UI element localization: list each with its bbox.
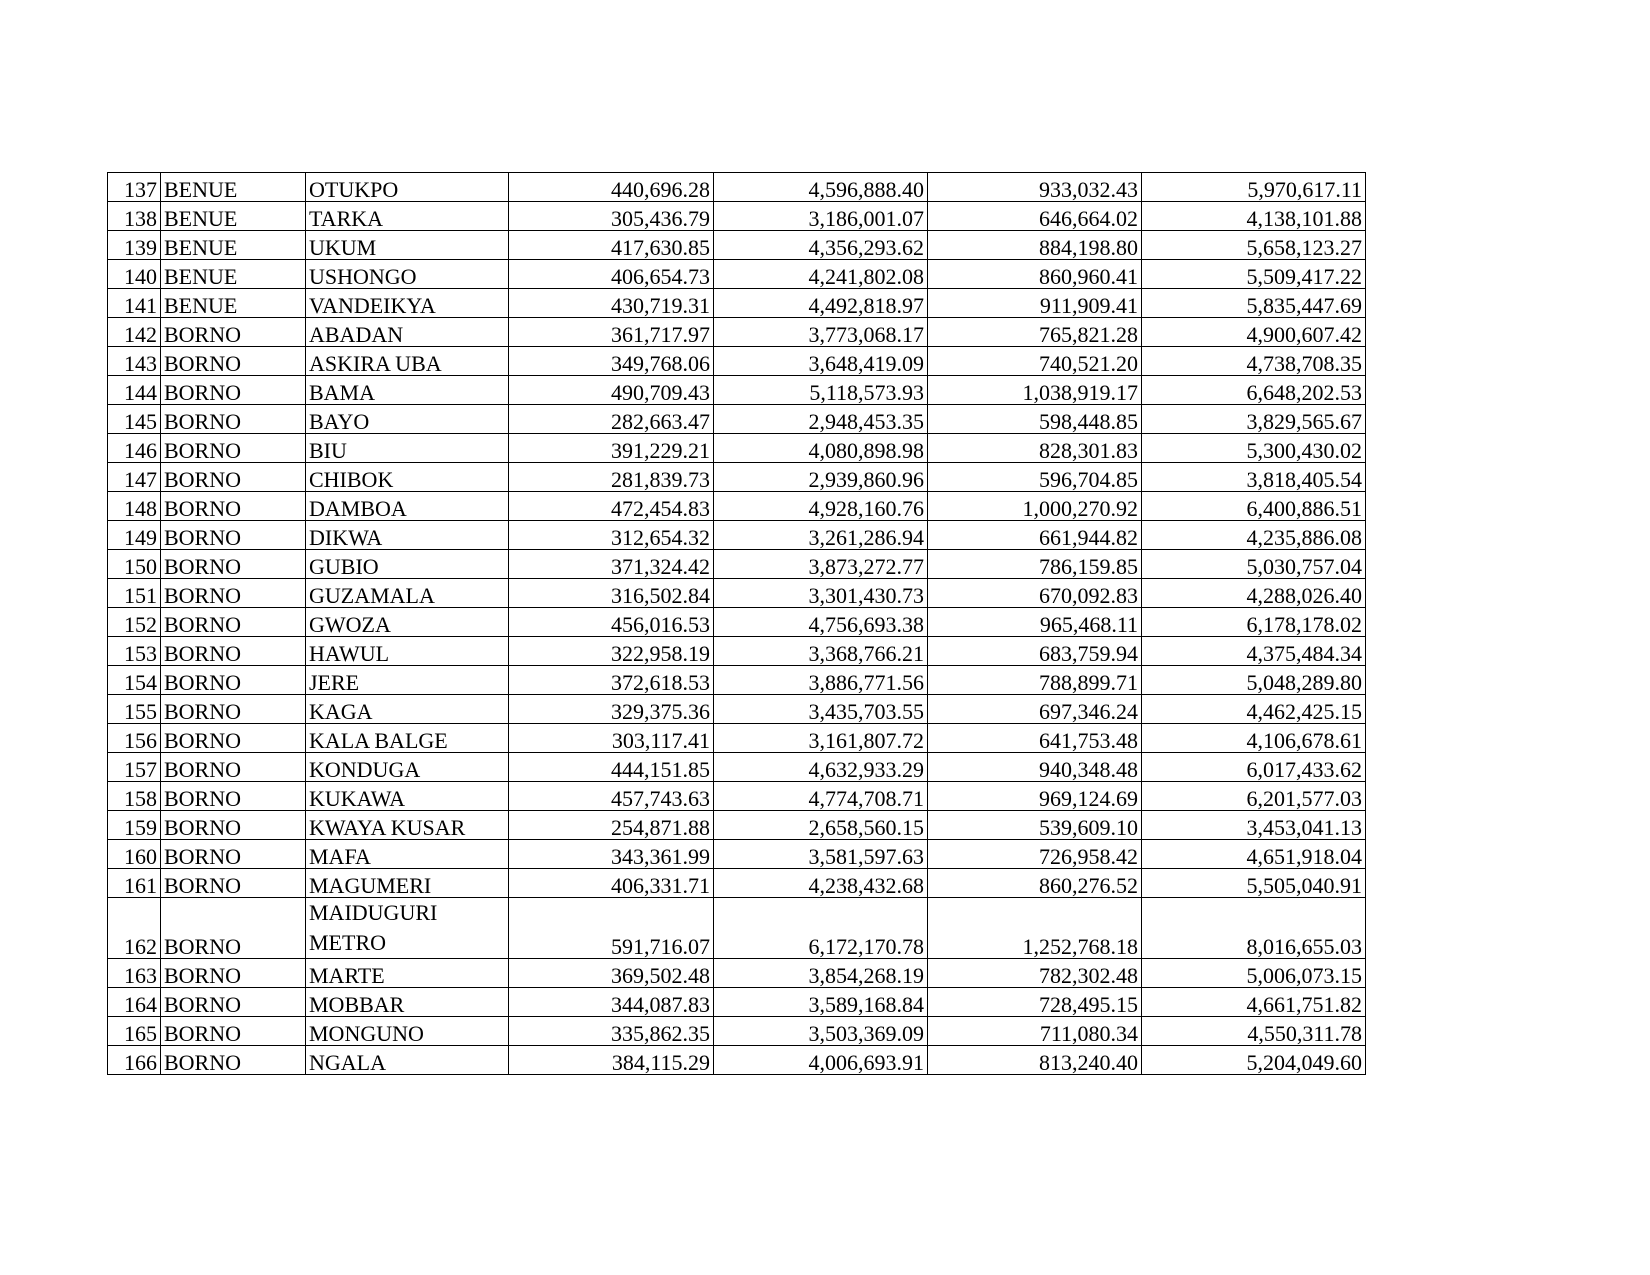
value-1-cell: 303,117.41	[509, 724, 714, 753]
total-cell: 5,204,049.60	[1142, 1046, 1366, 1075]
value-2-cell: 5,118,573.93	[714, 376, 928, 405]
serial-number-cell: 161	[108, 869, 161, 898]
value-1-cell: 391,229.21	[509, 434, 714, 463]
lga-cell: TARKA	[306, 202, 509, 231]
total-cell: 4,235,886.08	[1142, 521, 1366, 550]
value-2-cell: 4,774,708.71	[714, 782, 928, 811]
state-cell: BENUE	[161, 173, 306, 202]
total-cell: 5,658,123.27	[1142, 231, 1366, 260]
table-row	[108, 405, 1366, 434]
total-cell: 5,048,289.80	[1142, 666, 1366, 695]
value-1-cell: 384,115.29	[509, 1046, 714, 1075]
value-1-cell: 349,768.06	[509, 347, 714, 376]
state-cell: BORNO	[161, 724, 306, 753]
lga-cell: BAMA	[306, 376, 509, 405]
serial-number-cell: 139	[108, 231, 161, 260]
value-1-cell: 281,839.73	[509, 463, 714, 492]
table-row	[108, 347, 1366, 376]
total-cell: 3,453,041.13	[1142, 811, 1366, 840]
value-1-cell: 254,871.88	[509, 811, 714, 840]
table-row	[108, 318, 1366, 347]
state-cell: BORNO	[161, 434, 306, 463]
value-3-cell: 933,032.43	[928, 173, 1142, 202]
table-row	[108, 753, 1366, 782]
value-2-cell: 4,080,898.98	[714, 434, 928, 463]
state-cell: BORNO	[161, 811, 306, 840]
value-2-cell: 3,435,703.55	[714, 695, 928, 724]
table-row	[108, 492, 1366, 521]
value-1-cell: 406,331.71	[509, 869, 714, 898]
state-cell: BORNO	[161, 1017, 306, 1046]
total-cell: 5,300,430.02	[1142, 434, 1366, 463]
total-cell: 5,505,040.91	[1142, 869, 1366, 898]
value-2-cell: 4,596,888.40	[714, 173, 928, 202]
table-row	[108, 695, 1366, 724]
table-row	[108, 637, 1366, 666]
total-cell: 4,550,311.78	[1142, 1017, 1366, 1046]
total-cell: 4,900,607.42	[1142, 318, 1366, 347]
value-3-cell: 539,609.10	[928, 811, 1142, 840]
value-3-cell: 969,124.69	[928, 782, 1142, 811]
value-2-cell: 3,854,268.19	[714, 959, 928, 988]
value-3-cell: 813,240.40	[928, 1046, 1142, 1075]
value-2-cell: 3,503,369.09	[714, 1017, 928, 1046]
serial-number-cell: 141	[108, 289, 161, 318]
state-cell: BORNO	[161, 521, 306, 550]
value-2-cell: 3,873,272.77	[714, 550, 928, 579]
value-3-cell: 683,759.94	[928, 637, 1142, 666]
state-cell: BORNO	[161, 347, 306, 376]
lga-cell: BIU	[306, 434, 509, 463]
value-1-cell: 282,663.47	[509, 405, 714, 434]
total-cell: 3,829,565.67	[1142, 405, 1366, 434]
value-2-cell: 4,241,802.08	[714, 260, 928, 289]
table-row	[108, 173, 1366, 202]
state-cell: BORNO	[161, 695, 306, 724]
value-2-cell: 3,589,168.84	[714, 988, 928, 1017]
total-cell: 5,509,417.22	[1142, 260, 1366, 289]
state-cell: BENUE	[161, 260, 306, 289]
serial-number-cell: 153	[108, 637, 161, 666]
table-row	[108, 898, 1366, 959]
value-1-cell: 369,502.48	[509, 959, 714, 988]
serial-number-cell: 138	[108, 202, 161, 231]
lga-cell: GUBIO	[306, 550, 509, 579]
state-cell: BORNO	[161, 550, 306, 579]
allocation-table	[107, 172, 1366, 1075]
table-row	[108, 550, 1366, 579]
lga-cell: MARTE	[306, 959, 509, 988]
total-cell: 6,400,886.51	[1142, 492, 1366, 521]
serial-number-cell: 156	[108, 724, 161, 753]
table-row	[108, 521, 1366, 550]
value-2-cell: 3,368,766.21	[714, 637, 928, 666]
table-row	[108, 666, 1366, 695]
lga-cell: BAYO	[306, 405, 509, 434]
total-cell: 8,016,655.03	[1142, 898, 1366, 959]
value-1-cell: 322,958.19	[509, 637, 714, 666]
value-3-cell: 1,038,919.17	[928, 376, 1142, 405]
state-cell: BORNO	[161, 579, 306, 608]
value-1-cell: 372,618.53	[509, 666, 714, 695]
lga-cell: KWAYA KUSAR	[306, 811, 509, 840]
value-2-cell: 3,261,286.94	[714, 521, 928, 550]
value-3-cell: 911,909.41	[928, 289, 1142, 318]
serial-number-cell: 140	[108, 260, 161, 289]
lga-cell: VANDEIKYA	[306, 289, 509, 318]
table-row	[108, 376, 1366, 405]
value-2-cell: 4,238,432.68	[714, 869, 928, 898]
value-1-cell: 371,324.42	[509, 550, 714, 579]
value-3-cell: 828,301.83	[928, 434, 1142, 463]
lga-cell: HAWUL	[306, 637, 509, 666]
serial-number-cell: 166	[108, 1046, 161, 1075]
total-cell: 5,030,757.04	[1142, 550, 1366, 579]
value-2-cell: 3,186,001.07	[714, 202, 928, 231]
lga-cell: UKUM	[306, 231, 509, 260]
value-3-cell: 641,753.48	[928, 724, 1142, 753]
state-cell: BORNO	[161, 463, 306, 492]
value-3-cell: 697,346.24	[928, 695, 1142, 724]
serial-number-cell: 157	[108, 753, 161, 782]
table-row	[108, 608, 1366, 637]
total-cell: 5,970,617.11	[1142, 173, 1366, 202]
serial-number-cell: 142	[108, 318, 161, 347]
state-cell: BENUE	[161, 289, 306, 318]
state-cell: BORNO	[161, 1046, 306, 1075]
table-row	[108, 260, 1366, 289]
total-cell: 6,017,433.62	[1142, 753, 1366, 782]
total-cell: 3,818,405.54	[1142, 463, 1366, 492]
value-2-cell: 3,301,430.73	[714, 579, 928, 608]
table-row	[108, 988, 1366, 1017]
total-cell: 6,648,202.53	[1142, 376, 1366, 405]
state-cell: BORNO	[161, 637, 306, 666]
value-3-cell: 860,276.52	[928, 869, 1142, 898]
serial-number-cell: 160	[108, 840, 161, 869]
table-row	[108, 840, 1366, 869]
serial-number-cell: 158	[108, 782, 161, 811]
total-cell: 4,288,026.40	[1142, 579, 1366, 608]
total-cell: 6,201,577.03	[1142, 782, 1366, 811]
serial-number-cell: 146	[108, 434, 161, 463]
value-3-cell: 646,664.02	[928, 202, 1142, 231]
value-2-cell: 4,492,818.97	[714, 289, 928, 318]
table-row	[108, 811, 1366, 840]
value-2-cell: 6,172,170.78	[714, 898, 928, 959]
value-2-cell: 4,006,693.91	[714, 1046, 928, 1075]
state-cell: BORNO	[161, 898, 306, 959]
value-1-cell: 312,654.32	[509, 521, 714, 550]
value-3-cell: 860,960.41	[928, 260, 1142, 289]
state-cell: BORNO	[161, 608, 306, 637]
table-row	[108, 1017, 1366, 1046]
value-3-cell: 670,092.83	[928, 579, 1142, 608]
lga-cell: KONDUGA	[306, 753, 509, 782]
table-row	[108, 289, 1366, 318]
value-2-cell: 3,581,597.63	[714, 840, 928, 869]
total-cell: 4,651,918.04	[1142, 840, 1366, 869]
serial-number-cell: 164	[108, 988, 161, 1017]
value-1-cell: 444,151.85	[509, 753, 714, 782]
value-3-cell: 782,302.48	[928, 959, 1142, 988]
lga-cell: OTUKPO	[306, 173, 509, 202]
value-2-cell: 4,356,293.62	[714, 231, 928, 260]
value-1-cell: 316,502.84	[509, 579, 714, 608]
value-1-cell: 361,717.97	[509, 318, 714, 347]
value-2-cell: 4,632,933.29	[714, 753, 928, 782]
value-3-cell: 940,348.48	[928, 753, 1142, 782]
table-row	[108, 1046, 1366, 1075]
lga-cell: JERE	[306, 666, 509, 695]
total-cell: 4,375,484.34	[1142, 637, 1366, 666]
value-1-cell: 440,696.28	[509, 173, 714, 202]
value-2-cell: 3,161,807.72	[714, 724, 928, 753]
serial-number-cell: 143	[108, 347, 161, 376]
total-cell: 5,835,447.69	[1142, 289, 1366, 318]
state-cell: BORNO	[161, 376, 306, 405]
value-3-cell: 598,448.85	[928, 405, 1142, 434]
total-cell: 5,006,073.15	[1142, 959, 1366, 988]
table-row	[108, 959, 1366, 988]
state-cell: BORNO	[161, 318, 306, 347]
table-row	[108, 434, 1366, 463]
state-cell: BORNO	[161, 988, 306, 1017]
serial-number-cell: 155	[108, 695, 161, 724]
value-3-cell: 726,958.42	[928, 840, 1142, 869]
serial-number-cell: 150	[108, 550, 161, 579]
total-cell: 6,178,178.02	[1142, 608, 1366, 637]
serial-number-cell: 151	[108, 579, 161, 608]
total-cell: 4,138,101.88	[1142, 202, 1366, 231]
value-3-cell: 728,495.15	[928, 988, 1142, 1017]
lga-cell: KUKAWA	[306, 782, 509, 811]
table-row	[108, 579, 1366, 608]
value-3-cell: 788,899.71	[928, 666, 1142, 695]
value-1-cell: 406,654.73	[509, 260, 714, 289]
value-1-cell: 430,719.31	[509, 289, 714, 318]
lga-cell: MAFA	[306, 840, 509, 869]
table-row	[108, 869, 1366, 898]
serial-number-cell: 148	[108, 492, 161, 521]
lga-cell: KALA BALGE	[306, 724, 509, 753]
value-1-cell: 591,716.07	[509, 898, 714, 959]
table-row	[108, 202, 1366, 231]
value-1-cell: 417,630.85	[509, 231, 714, 260]
value-3-cell: 965,468.11	[928, 608, 1142, 637]
lga-cell: USHONGO	[306, 260, 509, 289]
lga-cell: NGALA	[306, 1046, 509, 1075]
serial-number-cell: 163	[108, 959, 161, 988]
state-cell: BORNO	[161, 753, 306, 782]
serial-number-cell: 137	[108, 173, 161, 202]
serial-number-cell: 154	[108, 666, 161, 695]
value-2-cell: 4,928,160.76	[714, 492, 928, 521]
value-2-cell: 2,658,560.15	[714, 811, 928, 840]
value-1-cell: 305,436.79	[509, 202, 714, 231]
value-1-cell: 335,862.35	[509, 1017, 714, 1046]
total-cell: 4,661,751.82	[1142, 988, 1366, 1017]
table-row	[108, 231, 1366, 260]
value-1-cell: 457,743.63	[509, 782, 714, 811]
table-row	[108, 463, 1366, 492]
serial-number-cell: 145	[108, 405, 161, 434]
serial-number-cell: 144	[108, 376, 161, 405]
lga-cell: DAMBOA	[306, 492, 509, 521]
state-cell: BORNO	[161, 666, 306, 695]
value-3-cell: 1,252,768.18	[928, 898, 1142, 959]
table-body	[108, 173, 1366, 1075]
state-cell: BORNO	[161, 492, 306, 521]
table-row	[108, 724, 1366, 753]
table-row	[108, 782, 1366, 811]
serial-number-cell: 162	[108, 898, 161, 959]
state-cell: BENUE	[161, 231, 306, 260]
state-cell: BORNO	[161, 782, 306, 811]
lga-cell: MONGUNO	[306, 1017, 509, 1046]
value-2-cell: 3,648,419.09	[714, 347, 928, 376]
value-2-cell: 2,939,860.96	[714, 463, 928, 492]
value-2-cell: 4,756,693.38	[714, 608, 928, 637]
value-1-cell: 343,361.99	[509, 840, 714, 869]
lga-cell: MAGUMERI	[306, 869, 509, 898]
lga-cell: GUZAMALA	[306, 579, 509, 608]
value-3-cell: 765,821.28	[928, 318, 1142, 347]
lga-cell: ABADAN	[306, 318, 509, 347]
value-3-cell: 884,198.80	[928, 231, 1142, 260]
lga-cell: CHIBOK	[306, 463, 509, 492]
state-cell: BORNO	[161, 959, 306, 988]
serial-number-cell: 147	[108, 463, 161, 492]
value-3-cell: 596,704.85	[928, 463, 1142, 492]
value-1-cell: 344,087.83	[509, 988, 714, 1017]
serial-number-cell: 165	[108, 1017, 161, 1046]
state-cell: BENUE	[161, 202, 306, 231]
value-2-cell: 2,948,453.35	[714, 405, 928, 434]
lga-cell: KAGA	[306, 695, 509, 724]
value-3-cell: 786,159.85	[928, 550, 1142, 579]
total-cell: 4,738,708.35	[1142, 347, 1366, 376]
value-3-cell: 1,000,270.92	[928, 492, 1142, 521]
state-cell: BORNO	[161, 840, 306, 869]
lga-cell: GWOZA	[306, 608, 509, 637]
value-1-cell: 472,454.83	[509, 492, 714, 521]
value-3-cell: 711,080.34	[928, 1017, 1142, 1046]
state-cell: BORNO	[161, 405, 306, 434]
lga-cell: ASKIRA UBA	[306, 347, 509, 376]
serial-number-cell: 152	[108, 608, 161, 637]
value-1-cell: 456,016.53	[509, 608, 714, 637]
value-1-cell: 490,709.43	[509, 376, 714, 405]
total-cell: 4,106,678.61	[1142, 724, 1366, 753]
total-cell: 4,462,425.15	[1142, 695, 1366, 724]
value-1-cell: 329,375.36	[509, 695, 714, 724]
value-3-cell: 661,944.82	[928, 521, 1142, 550]
state-cell: BORNO	[161, 869, 306, 898]
value-3-cell: 740,521.20	[928, 347, 1142, 376]
lga-cell: MOBBAR	[306, 988, 509, 1017]
value-2-cell: 3,773,068.17	[714, 318, 928, 347]
serial-number-cell: 159	[108, 811, 161, 840]
lga-cell: MAIDUGURI METRO	[306, 898, 509, 959]
value-2-cell: 3,886,771.56	[714, 666, 928, 695]
lga-cell: DIKWA	[306, 521, 509, 550]
serial-number-cell: 149	[108, 521, 161, 550]
